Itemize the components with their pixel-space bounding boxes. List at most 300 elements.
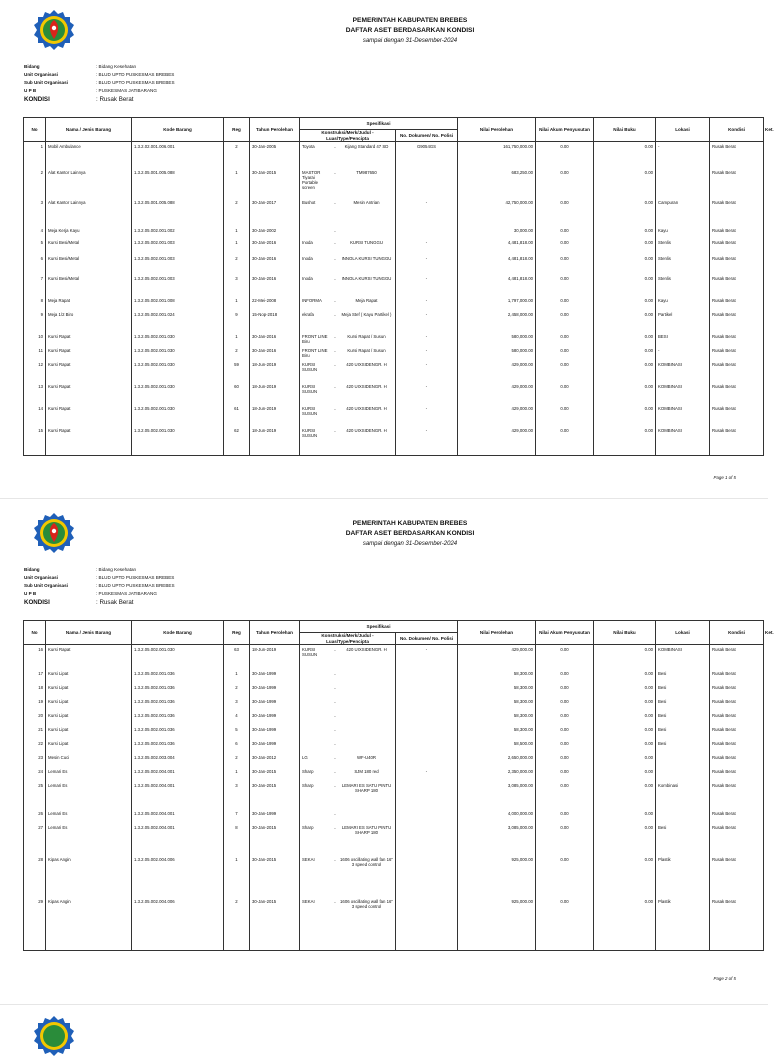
row-konstruksi xyxy=(300,360,396,382)
row-dokumen xyxy=(396,781,458,809)
row-tahun: 30-Jan-1999 xyxy=(250,725,300,739)
row-nilai-akum: 0.00 xyxy=(536,360,594,382)
row-dokumen xyxy=(396,725,458,739)
row-nilai-perolehan: 580,000.00 xyxy=(458,332,536,346)
row-nilai-perolehan: 2,650,000.00 xyxy=(458,753,536,767)
row-konstruksi xyxy=(300,683,396,697)
row-merk: Bushot xyxy=(302,199,316,205)
konstruksi-wrap xyxy=(302,312,393,318)
row-nilai-buku: 0.00 xyxy=(594,254,656,274)
row-dokumen xyxy=(396,226,458,238)
row-kondisi: Rusak Berat xyxy=(710,310,764,332)
row-lokasi: - xyxy=(656,142,710,168)
row-nama: Kursi Besi/Metal xyxy=(46,254,132,274)
upb-value: : PUSKESMAS JATIBARANG xyxy=(96,591,157,597)
row-kode: 1.3.2.05.002.001.002 xyxy=(132,226,224,238)
row-nilai-akum: 0.00 xyxy=(536,168,594,198)
row-lokasi: Besi xyxy=(656,739,710,753)
konstruksi-wrap xyxy=(302,200,393,206)
row-dokumen: - xyxy=(396,296,458,310)
row-no: 10 xyxy=(24,332,46,346)
row-nilai-perolehan: 925,000.00 xyxy=(458,855,536,897)
row-tahun: 30-Jan-2016 xyxy=(250,238,300,254)
row-lokasi: KOMBINASI xyxy=(656,360,710,382)
row-kondisi: Rusak Berat xyxy=(710,360,764,382)
row-lokasi xyxy=(656,767,710,781)
row-lokasi: Kayu xyxy=(656,296,710,310)
col-header-nilai-perolehan: Nilai Perolehan xyxy=(458,118,536,142)
row-konstruksi-dash: - xyxy=(334,741,336,747)
col-header-nilai-akum: Nilai Akum Penyusutan xyxy=(536,118,594,142)
col-header-kondisi: Kondisi xyxy=(710,118,764,142)
row-nama: Kursi Besi/Metal xyxy=(46,274,132,296)
row-judul: Kijang Standard 47 SD xyxy=(344,144,389,149)
table-row xyxy=(24,809,764,823)
row-lokasi: KOMBINASI xyxy=(656,426,710,456)
row-nilai-akum: 0.00 xyxy=(536,781,594,809)
row-kondisi: Rusak Berat xyxy=(710,683,764,697)
row-kode: 1.3.2.05.002.004.006 xyxy=(132,855,224,897)
row-nama: Meja 1/2 Biro xyxy=(46,310,132,332)
col-header-tahun: Tahun Perolehan xyxy=(250,118,300,142)
row-reg: 3 xyxy=(224,697,250,711)
row-judul xyxy=(340,713,393,719)
table-row xyxy=(24,226,764,238)
row-reg: 2 xyxy=(224,683,250,697)
konstruksi-wrap xyxy=(302,362,393,372)
subunit-label: Sub Unit Organisasi xyxy=(24,582,68,588)
col-header-reg: Reg xyxy=(224,118,250,142)
row-tahun: 15-Nop-2018 xyxy=(250,310,300,332)
row-merk xyxy=(302,228,330,234)
row-reg: 1 xyxy=(224,767,250,781)
konstruksi-wrap xyxy=(302,647,393,657)
row-judul: Mesin Antrian xyxy=(353,199,380,205)
row-nilai-perolehan: 58,300.00 xyxy=(458,683,536,697)
row-judul: SJM 180 red xyxy=(354,768,379,774)
row-kode: 1.3.2.05.002.004.001 xyxy=(132,781,224,809)
row-nilai-akum: 0.00 xyxy=(536,753,594,767)
row-konstruksi-dash: - xyxy=(334,783,336,789)
row-nilai-perolehan: 2,350,000.00 xyxy=(458,767,536,781)
bidang-value: : Bidang Kesehatan xyxy=(96,63,137,69)
row-tahun: 30-Jan-2015 xyxy=(250,767,300,781)
row-tahun: 30-Jan-2015 xyxy=(250,168,300,198)
row-lokasi: Plastik xyxy=(656,855,710,897)
row-dokumen: - xyxy=(396,767,458,781)
row-kode: 1.3.2.05.002.001.030 xyxy=(132,360,224,382)
row-lokasi: Besi xyxy=(656,697,710,711)
row-nilai-buku: 0.00 xyxy=(594,426,656,456)
row-nilai-buku: 0.00 xyxy=(594,767,656,781)
row-nilai-buku: 0.00 xyxy=(594,897,656,951)
row-nilai-buku: 0.00 xyxy=(594,823,656,855)
row-nama: Kursi Lipat xyxy=(46,669,132,683)
row-judul: TM987650 xyxy=(356,169,377,175)
row-konstruksi-dash: - xyxy=(334,228,336,234)
row-nilai-perolehan: 429,000.00 xyxy=(458,426,536,456)
row-lokasi: BESI xyxy=(656,332,710,346)
col-header-kondisi: Kondisi xyxy=(710,621,764,645)
row-nilai-akum: 0.00 xyxy=(536,711,594,725)
row-merk xyxy=(302,685,330,691)
row-merk xyxy=(302,671,330,677)
row-dokumen: - xyxy=(396,382,458,404)
row-reg: 9 xyxy=(224,310,250,332)
row-reg: 3 xyxy=(224,274,250,296)
row-reg: 1 xyxy=(224,238,250,254)
row-no: 4 xyxy=(24,226,46,238)
row-judul: 420 UIXSIDENGR. H xyxy=(346,383,387,389)
row-merk: Inoda xyxy=(302,239,313,245)
konstruksi-wrap xyxy=(302,769,393,775)
row-nilai-akum: 0.00 xyxy=(536,404,594,426)
row-kode: 1.3.2.05.002.001.036 xyxy=(132,711,224,725)
row-nilai-akum: 0.00 xyxy=(536,767,594,781)
row-dokumen: - xyxy=(396,360,458,382)
row-nilai-perolehan: 58,300.00 xyxy=(458,697,536,711)
row-merk: Inoda xyxy=(302,275,313,281)
row-konstruksi xyxy=(300,168,396,198)
row-konstruksi-dash: - xyxy=(334,334,336,340)
konstruksi-wrap xyxy=(302,334,393,344)
col-header-lokasi: Lokasi xyxy=(656,118,710,142)
row-konstruksi xyxy=(300,274,396,296)
col-header-nilai-akum: Nilai Akum Penyusutan xyxy=(536,621,594,645)
report-title-block xyxy=(230,507,590,549)
row-nilai-perolehan: 580,000.00 xyxy=(458,346,536,360)
konstruksi-wrap xyxy=(302,256,393,262)
row-konstruksi xyxy=(300,781,396,809)
row-kondisi: Rusak Berat xyxy=(710,296,764,310)
row-nama: Lemari Es xyxy=(46,781,132,809)
row-konstruksi xyxy=(300,382,396,404)
row-tahun: 30-Jan-1999 xyxy=(250,739,300,753)
row-dokumen: - xyxy=(396,198,458,226)
row-tahun: 22-Mei-2008 xyxy=(250,296,300,310)
row-no: 6 xyxy=(24,254,46,274)
row-kondisi: Rusak Berat xyxy=(710,739,764,753)
row-lokasi: KOMBINASI xyxy=(656,382,710,404)
row-no: 15 xyxy=(24,426,46,456)
row-nilai-perolehan: 42,750,000.00 xyxy=(458,198,536,226)
row-konstruksi-dash: - xyxy=(334,406,336,412)
row-judul: KURSI TUNGGU xyxy=(350,239,383,245)
row-nama: Alat Kantor Lainnya xyxy=(46,168,132,198)
row-dokumen xyxy=(396,669,458,683)
table-row xyxy=(24,332,764,346)
row-reg: 1 xyxy=(224,669,250,683)
bidang-label: Bidang xyxy=(24,63,40,69)
konstruksi-wrap xyxy=(302,727,393,733)
row-kondisi: Rusak Berat xyxy=(710,226,764,238)
col-header-dokumen: No. Dokumen/ No. Polisi xyxy=(396,130,458,142)
row-kode: 1.3.2.05.002.004.001 xyxy=(132,767,224,781)
row-konstruksi-dash: - xyxy=(334,362,336,368)
row-kondisi: Rusak Berat xyxy=(710,198,764,226)
row-konstruksi-dash: - xyxy=(334,298,336,304)
row-konstruksi xyxy=(300,725,396,739)
row-no: 22 xyxy=(24,739,46,753)
row-tahun: 30-Jan-2002 xyxy=(250,226,300,238)
row-konstruksi xyxy=(300,753,396,767)
row-nilai-buku: 0.00 xyxy=(594,753,656,767)
row-merk: Inoda xyxy=(302,255,313,261)
row-nilai-perolehan: 58,300.00 xyxy=(458,711,536,725)
row-reg: 63 xyxy=(224,645,250,669)
row-kode: 1.3.2.05.002.001.036 xyxy=(132,739,224,753)
row-judul: INNOLA KURSI TUNGGU xyxy=(341,255,392,261)
table-row xyxy=(24,767,764,781)
konstruksi-wrap xyxy=(302,671,393,677)
row-judul xyxy=(340,811,393,817)
row-tahun: 30-Jan-2016 xyxy=(250,274,300,296)
row-nilai-akum: 0.00 xyxy=(536,254,594,274)
table-row xyxy=(24,274,764,296)
konstruksi-wrap xyxy=(302,240,393,246)
row-kode: 1.3.2.05.002.004.001 xyxy=(132,809,224,823)
row-nilai-akum: 0.00 xyxy=(536,296,594,310)
row-lokasi: KOMBINASI xyxy=(656,645,710,669)
row-dokumen: - xyxy=(396,310,458,332)
subunit-label: Sub Unit Organisasi xyxy=(24,79,68,85)
row-nama: Kursi Lipat xyxy=(46,725,132,739)
row-merk: Sharp xyxy=(302,768,314,774)
row-kondisi: Rusak Berat xyxy=(710,346,764,360)
row-reg: 2 xyxy=(224,142,250,168)
row-merk: KURSI SUSUN xyxy=(302,383,318,394)
row-nama: Kursi Rapat xyxy=(46,360,132,382)
row-tahun: 30-Jan-2012 xyxy=(250,753,300,767)
row-kode: 1.3.2.05.002.003.004 xyxy=(132,753,224,767)
row-reg: 2 xyxy=(224,346,250,360)
row-merk: SEKAI xyxy=(302,856,315,862)
row-no: 3 xyxy=(24,198,46,226)
row-konstruksi-dash: - xyxy=(334,170,336,176)
row-nilai-buku: 0.00 xyxy=(594,697,656,711)
report-page-2 xyxy=(0,503,774,998)
row-nilai-buku: 0.00 xyxy=(594,226,656,238)
row-lokasi: Besi xyxy=(656,823,710,855)
konstruksi-wrap xyxy=(302,406,393,416)
row-reg: 59 xyxy=(224,360,250,382)
row-no: 14 xyxy=(24,404,46,426)
table-row xyxy=(24,781,764,809)
row-nilai-akum: 0.00 xyxy=(536,683,594,697)
table-row xyxy=(24,360,764,382)
row-konstruksi-dash: - xyxy=(334,648,336,653)
row-no: 25 xyxy=(24,781,46,809)
row-no: 17 xyxy=(24,669,46,683)
report-meta xyxy=(24,565,175,608)
row-nilai-buku: 0.00 xyxy=(594,711,656,725)
col-header-nama: Nama / Jenis Barang xyxy=(46,118,132,142)
row-dokumen: - xyxy=(396,645,458,669)
row-nilai-akum: 0.00 xyxy=(536,310,594,332)
row-lokasi: Campuran xyxy=(656,198,710,226)
row-nilai-buku: 0.00 xyxy=(594,142,656,168)
col-header-nama: Nama / Jenis Barang xyxy=(46,621,132,645)
konstruksi-wrap xyxy=(302,699,393,705)
row-merk xyxy=(302,811,330,817)
kondisi-label: KONDISI xyxy=(24,599,50,607)
row-konstruksi-dash: - xyxy=(334,312,336,318)
row-tahun: 30-Jan-1999 xyxy=(250,809,300,823)
row-nama: Kursi Lipat xyxy=(46,697,132,711)
row-nama: Kursi Rapat xyxy=(46,382,132,404)
row-kode: 1.3.2.05.002.001.030 xyxy=(132,426,224,456)
row-konstruksi-dash: - xyxy=(334,200,336,206)
row-nilai-akum: 0.00 xyxy=(536,226,594,238)
row-nilai-akum: 0.00 xyxy=(536,346,594,360)
row-tahun: 18-Jun-2019 xyxy=(250,426,300,456)
row-konstruksi xyxy=(300,645,396,669)
row-reg: 62 xyxy=(224,426,250,456)
row-merk: FRONT LINE Biru xyxy=(302,347,328,358)
table-row xyxy=(24,310,764,332)
row-nama: Mesin Cuci xyxy=(46,753,132,767)
row-konstruksi-dash: - xyxy=(334,685,336,691)
row-reg: 2 xyxy=(224,897,250,951)
table-row xyxy=(24,753,764,767)
row-dokumen xyxy=(396,683,458,697)
row-kondisi: Rusak Berat xyxy=(710,426,764,456)
row-no: 8 xyxy=(24,296,46,310)
row-reg: 6 xyxy=(224,739,250,753)
row-tahun: 30-Jan-2016 xyxy=(250,346,300,360)
row-nama: Kursi Lipat xyxy=(46,711,132,725)
row-nilai-akum: 0.00 xyxy=(536,725,594,739)
row-dokumen: - xyxy=(396,426,458,456)
table-row xyxy=(24,254,764,274)
row-lokasi xyxy=(656,168,710,198)
row-reg: 1 xyxy=(224,226,250,238)
row-kondisi: Rusak Berat xyxy=(710,711,764,725)
row-nilai-perolehan: 4,481,818.00 xyxy=(458,274,536,296)
col-header-spesifikasi: Spesifikasi xyxy=(300,118,458,130)
table-row xyxy=(24,382,764,404)
row-nilai-perolehan: 429,000.00 xyxy=(458,360,536,382)
col-header-nilai-buku: Nilai Buku xyxy=(594,621,656,645)
row-kondisi: Rusak Berat xyxy=(710,753,764,767)
konstruksi-wrap xyxy=(302,811,393,817)
row-nama: Mobil Ambulance xyxy=(46,142,132,168)
row-konstruksi-dash: - xyxy=(334,348,336,354)
konstruksi-wrap xyxy=(302,899,393,909)
row-nilai-akum: 0.00 xyxy=(536,332,594,346)
table-row xyxy=(24,897,764,951)
row-nilai-akum: 0.00 xyxy=(536,809,594,823)
row-nilai-buku: 0.00 xyxy=(594,310,656,332)
table-row xyxy=(24,426,764,456)
row-kondisi: Rusak Berat xyxy=(710,725,764,739)
row-judul xyxy=(340,671,393,677)
row-tahun: 18-Jun-2019 xyxy=(250,404,300,426)
row-dokumen: - xyxy=(396,404,458,426)
unit-value: : BLUD UPTD PUSKESMAS BREBES xyxy=(96,574,175,580)
row-kondisi: Rusak Berat xyxy=(710,897,764,951)
col-header-lokasi: Lokasi xyxy=(656,621,710,645)
row-kondisi: Rusak Berat xyxy=(710,168,764,198)
konstruksi-wrap xyxy=(302,170,393,191)
row-nilai-buku: 0.00 xyxy=(594,346,656,360)
kondisi-value: : Rusak Berat xyxy=(96,96,134,104)
row-judul: Kursi Rapat / Susun xyxy=(347,333,386,339)
page-number: Page 1 of 5 xyxy=(713,475,736,480)
row-dokumen: - xyxy=(396,274,458,296)
row-konstruksi-dash: - xyxy=(334,727,336,733)
row-tahun: 30-Jan-1999 xyxy=(250,697,300,711)
row-nilai-buku: 0.00 xyxy=(594,683,656,697)
row-kondisi: Rusak Berat xyxy=(710,254,764,274)
row-tahun: 30-Jan-1999 xyxy=(250,669,300,683)
row-lokasi: Kombinasi xyxy=(656,781,710,809)
row-lokasi: Besi xyxy=(656,669,710,683)
row-reg: 1 xyxy=(224,332,250,346)
row-lokasi: Kayu xyxy=(656,226,710,238)
row-lokasi: Besi xyxy=(656,683,710,697)
row-judul: 1606 oscillating wall fan 16" 3 speed control xyxy=(340,856,393,867)
row-dokumen xyxy=(396,168,458,198)
row-tahun: 18-Jun-2019 xyxy=(250,645,300,669)
row-no: 16 xyxy=(24,645,46,669)
row-konstruksi-dash: - xyxy=(334,857,336,863)
row-konstruksi-dash: - xyxy=(334,384,336,390)
col-header-konstruksi: Konstruksi/Merk/Judul - Luas/Type/Pencipta xyxy=(300,130,396,142)
row-kondisi: Rusak Berat xyxy=(710,823,764,855)
row-kondisi: Rusak Berat xyxy=(710,809,764,823)
row-nama: Meja Kerja Kayu xyxy=(46,226,132,238)
konstruksi-wrap xyxy=(302,276,393,282)
row-nama: Kursi Rapat xyxy=(46,645,132,669)
row-reg: 2 xyxy=(224,753,250,767)
konstruksi-wrap xyxy=(302,348,393,358)
col-header-tahun: Tahun Perolehan xyxy=(250,621,300,645)
konstruksi-wrap xyxy=(302,857,393,867)
row-kode: 1.3.2.05.002.001.008 xyxy=(132,296,224,310)
row-kode: 1.3.2.05.002.004.001 xyxy=(132,823,224,855)
unit-value: : BLUD UPTD PUSKESMAS BREBES xyxy=(96,71,175,77)
row-dokumen xyxy=(396,897,458,951)
row-lokasi xyxy=(656,809,710,823)
row-konstruksi-dash: - xyxy=(334,256,336,262)
row-lokasi: - xyxy=(656,346,710,360)
row-judul xyxy=(340,228,393,234)
row-kondisi: Rusak Berat xyxy=(710,332,764,346)
brebes-emblem-logo xyxy=(32,1014,76,1058)
col-header-dokumen: No. Dokumen/ No. Polisi xyxy=(396,633,458,645)
row-tahun: 30-Jan-2016 xyxy=(250,332,300,346)
row-konstruksi xyxy=(300,697,396,711)
row-dokumen: - xyxy=(396,346,458,360)
row-reg: 2 xyxy=(224,254,250,274)
row-no: 23 xyxy=(24,753,46,767)
row-nilai-akum: 0.00 xyxy=(536,669,594,683)
row-nama: Lemari Es xyxy=(46,823,132,855)
row-konstruksi xyxy=(300,296,396,310)
row-konstruksi xyxy=(300,404,396,426)
row-no: 18 xyxy=(24,683,46,697)
col-header-no: No xyxy=(24,621,46,645)
row-nilai-perolehan: 4,481,818.00 xyxy=(458,238,536,254)
row-kode: 1.3.2.05.002.001.003 xyxy=(132,274,224,296)
report-title: DAFTAR ASET BERDASARKAN KONDISI xyxy=(345,530,475,537)
row-tahun: 30-Jan-1999 xyxy=(250,711,300,725)
row-merk xyxy=(302,713,330,719)
row-nilai-akum: 0.00 xyxy=(536,426,594,456)
row-nilai-perolehan: 58,300.00 xyxy=(458,669,536,683)
row-nilai-perolehan: 30,000.00 xyxy=(458,226,536,238)
